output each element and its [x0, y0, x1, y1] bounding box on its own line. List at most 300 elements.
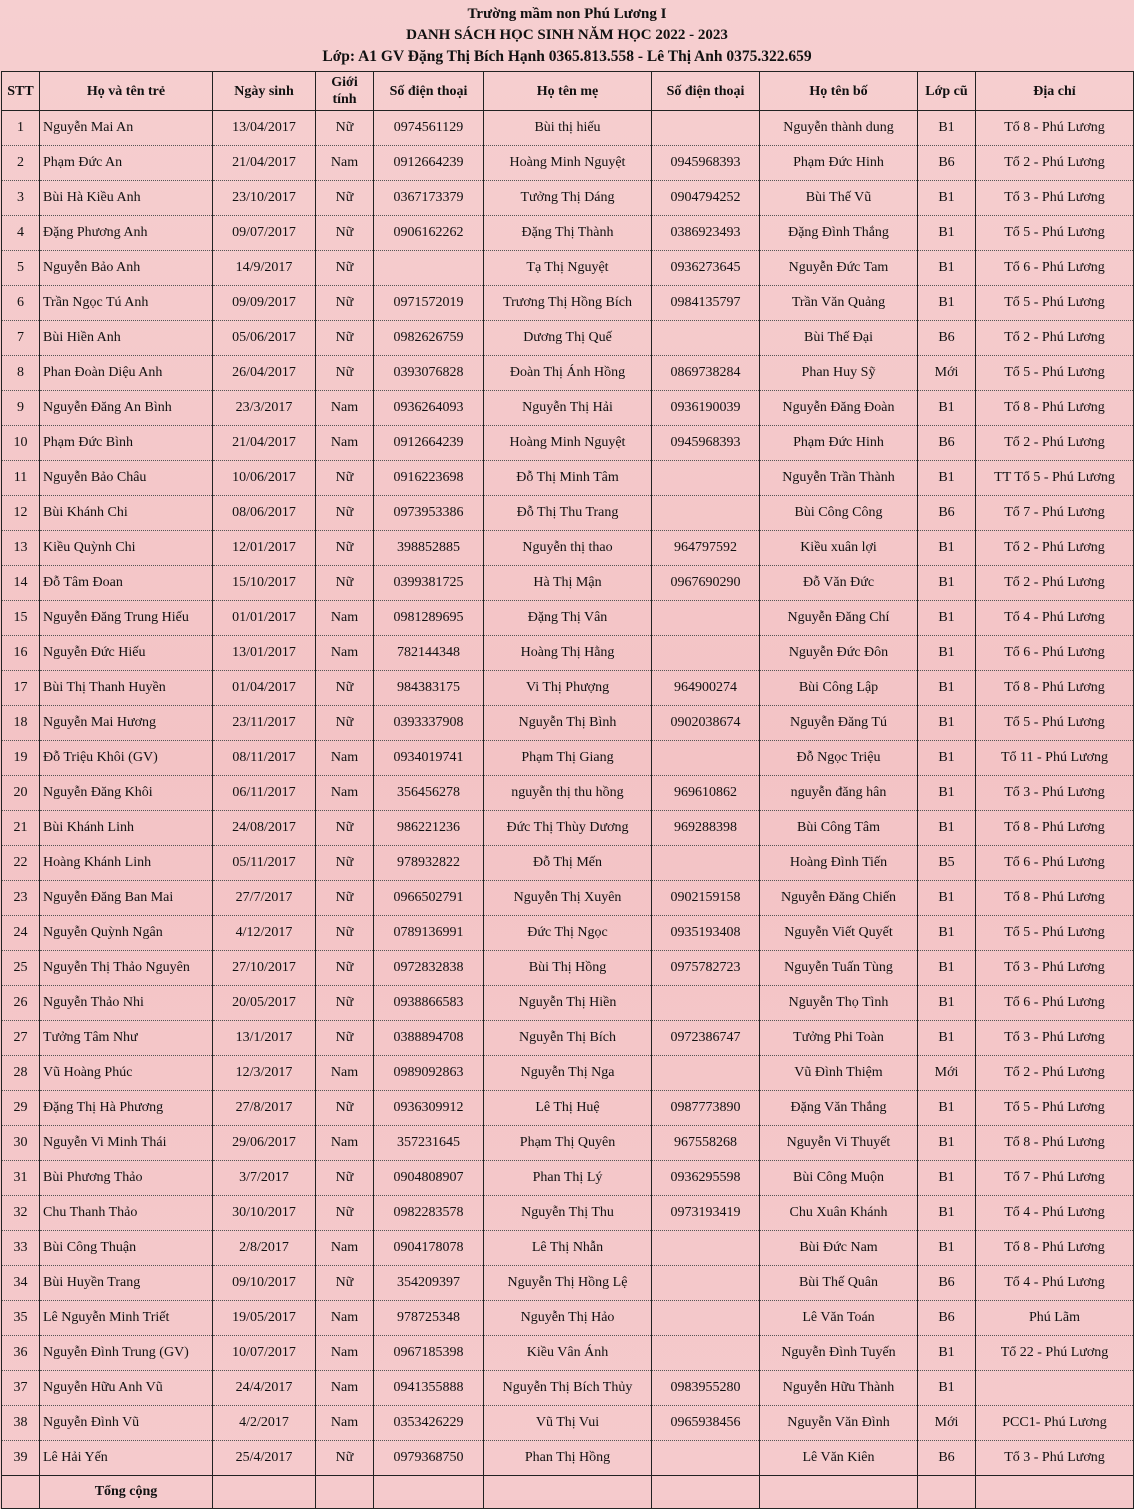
table-row: [2, 461, 1134, 496]
cell-gender: Nam: [316, 146, 374, 181]
cell-old-class: Mới: [918, 1406, 976, 1441]
cell-mother-name: Hà Thị Mận: [484, 566, 652, 601]
cell-child-name: Trần Ngọc Tú Anh: [40, 286, 213, 321]
cell-mother-phone: [652, 461, 760, 496]
cell-old-class: B1: [918, 461, 976, 496]
cell-address: Tổ 8 - Phú Lương: [976, 881, 1134, 916]
cell-stt: 5: [2, 251, 40, 286]
cell-old-class: B1: [918, 1336, 976, 1371]
cell-address: Tổ 8 - Phú Lương: [976, 1231, 1134, 1266]
cell-birthdate: 10/07/2017: [213, 1336, 316, 1371]
cell-mother-name: Lê Thị Nhẫn: [484, 1231, 652, 1266]
table-row: [2, 426, 1134, 461]
cell-address: Tổ 2 - Phú Lương: [976, 531, 1134, 566]
cell-gender: Nữ: [316, 671, 374, 706]
cell-address: Tổ 8 - Phú Lương: [976, 1126, 1134, 1161]
cell-stt: 38: [2, 1406, 40, 1441]
cell-mother-phone: [652, 741, 760, 776]
cell-gender: Nữ: [316, 706, 374, 741]
cell-father-name: nguyễn đăng hân: [760, 776, 918, 811]
cell-mother-name: Nguyễn Thị Nga: [484, 1056, 652, 1091]
cell-child-name: Nguyễn Đăng An Bình: [40, 391, 213, 426]
cell-mother-phone: 969610862: [652, 776, 760, 811]
cell-child-name: Nguyễn Vi Minh Thái: [40, 1126, 213, 1161]
cell-gender: Nữ: [316, 986, 374, 1021]
total-stt-cell: [2, 1476, 40, 1509]
cell-mother-name: Nguyễn Thị Bích Thủy: [484, 1371, 652, 1406]
cell-child-name: Nguyễn Hữu Anh Vũ: [40, 1371, 213, 1406]
cell-father-name: Trần Văn Quảng: [760, 286, 918, 321]
cell-phone: 0388894708: [374, 1021, 484, 1056]
table-row: [2, 1371, 1134, 1406]
cell-mother-name: Dương Thị Quế: [484, 321, 652, 356]
cell-father-name: Bùi Công Muộn: [760, 1161, 918, 1196]
table-row: [2, 881, 1134, 916]
cell-child-name: Nguyễn Đình Vũ: [40, 1406, 213, 1441]
table-row: [2, 601, 1134, 636]
cell-old-class: B6: [918, 146, 976, 181]
cell-phone: 0789136991: [374, 916, 484, 951]
cell-father-name: Nguyễn Đức Đôn: [760, 636, 918, 671]
table-row: [2, 986, 1134, 1021]
cell-stt: 28: [2, 1056, 40, 1091]
cell-birthdate: 10/06/2017: [213, 461, 316, 496]
cell-stt: 4: [2, 216, 40, 251]
table-row: [2, 1406, 1134, 1441]
cell-child-name: Phạm Đức An: [40, 146, 213, 181]
cell-child-name: Hoàng Khánh Linh: [40, 846, 213, 881]
table-row: [2, 216, 1134, 251]
cell-father-name: Nguyễn Đăng Đoàn: [760, 391, 918, 426]
cell-address: Tổ 2 - Phú Lương: [976, 321, 1134, 356]
cell-address: Tổ 5 - Phú Lương: [976, 356, 1134, 391]
cell-child-name: Nguyễn Mai Hương: [40, 706, 213, 741]
cell-old-class: B1: [918, 1091, 976, 1126]
cell-mother-name: Nguyễn Thị Hiền: [484, 986, 652, 1021]
cell-old-class: B1: [918, 916, 976, 951]
cell-mother-phone: [652, 1301, 760, 1336]
cell-mother-name: Nguyễn thị thao: [484, 531, 652, 566]
cell-mother-name: Kiều Vân Ánh: [484, 1336, 652, 1371]
cell-old-class: B6: [918, 496, 976, 531]
cell-father-name: Nguyễn Văn Đình: [760, 1406, 918, 1441]
cell-mother-name: Nguyễn Thị Thu: [484, 1196, 652, 1231]
cell-mother-name: Nguyễn Thị Hải: [484, 391, 652, 426]
cell-father-name: Bùi Thế Quân: [760, 1266, 918, 1301]
total-empty-cell: [316, 1476, 374, 1509]
cell-mother-phone: 0935193408: [652, 916, 760, 951]
cell-child-name: Nguyễn Đình Trung (GV): [40, 1336, 213, 1371]
cell-old-class: B1: [918, 566, 976, 601]
table-row: [2, 846, 1134, 881]
cell-birthdate: 21/04/2017: [213, 146, 316, 181]
cell-stt: 9: [2, 391, 40, 426]
cell-address: Tổ 3 - Phú Lương: [976, 181, 1134, 216]
table-row: [2, 1196, 1134, 1231]
cell-stt: 32: [2, 1196, 40, 1231]
cell-child-name: Nguyễn Thị Thảo Nguyên: [40, 951, 213, 986]
cell-mother-phone: [652, 601, 760, 636]
table-row: [2, 566, 1134, 601]
cell-mother-name: Đặng Thị Thành: [484, 216, 652, 251]
cell-birthdate: 27/10/2017: [213, 951, 316, 986]
cell-stt: 2: [2, 146, 40, 181]
total-row: [2, 1476, 1134, 1509]
cell-old-class: B5: [918, 846, 976, 881]
cell-phone: 0916223698: [374, 461, 484, 496]
cell-phone: 782144348: [374, 636, 484, 671]
cell-child-name: Lê Hải Yến: [40, 1441, 213, 1476]
cell-gender: Nam: [316, 776, 374, 811]
table-row: [2, 1231, 1134, 1266]
cell-old-class: B1: [918, 531, 976, 566]
cell-stt: 37: [2, 1371, 40, 1406]
cell-old-class: B1: [918, 741, 976, 776]
cell-address: Tổ 5 - Phú Lương: [976, 1091, 1134, 1126]
cell-stt: 31: [2, 1161, 40, 1196]
cell-birthdate: 01/01/2017: [213, 601, 316, 636]
cell-child-name: Bùi Công Thuận: [40, 1231, 213, 1266]
cell-phone: 0966502791: [374, 881, 484, 916]
cell-birthdate: 24/4/2017: [213, 1371, 316, 1406]
col-header-birthdate: Ngày sinh: [213, 72, 316, 111]
cell-gender: Nam: [316, 1406, 374, 1441]
col-header-address: Địa chỉ: [976, 72, 1134, 111]
cell-child-name: Bùi Hà Kiều Anh: [40, 181, 213, 216]
cell-old-class: B1: [918, 881, 976, 916]
cell-gender: Nữ: [316, 566, 374, 601]
cell-address: Tổ 6 - Phú Lương: [976, 986, 1134, 1021]
cell-address: Phú Lãm: [976, 1301, 1134, 1336]
cell-mother-name: Lê Thị Huệ: [484, 1091, 652, 1126]
cell-child-name: Phan Đoàn Diệu Anh: [40, 356, 213, 391]
cell-phone: 0981289695: [374, 601, 484, 636]
cell-child-name: Đỗ Triệu Khôi (GV): [40, 741, 213, 776]
cell-gender: Nữ: [316, 251, 374, 286]
cell-stt: 19: [2, 741, 40, 776]
cell-old-class: B1: [918, 601, 976, 636]
cell-gender: Nữ: [316, 356, 374, 391]
cell-gender: Nữ: [316, 916, 374, 951]
table-row: [2, 776, 1134, 811]
cell-stt: 33: [2, 1231, 40, 1266]
table-row: [2, 356, 1134, 391]
cell-mother-name: Đỗ Thị Minh Tâm: [484, 461, 652, 496]
cell-old-class: B1: [918, 776, 976, 811]
cell-phone: 984383175: [374, 671, 484, 706]
cell-birthdate: 09/09/2017: [213, 286, 316, 321]
total-empty-cell: [652, 1476, 760, 1509]
cell-father-name: Đặng Đình Thắng: [760, 216, 918, 251]
cell-gender: Nữ: [316, 461, 374, 496]
cell-father-name: Nguyễn thành dung: [760, 111, 918, 146]
cell-gender: Nam: [316, 1371, 374, 1406]
cell-mother-phone: [652, 496, 760, 531]
table-row: [2, 811, 1134, 846]
table-row: [2, 1091, 1134, 1126]
cell-father-name: Phan Huy Sỹ: [760, 356, 918, 391]
total-empty-cell: [374, 1476, 484, 1509]
cell-gender: Nữ: [316, 811, 374, 846]
cell-gender: Nam: [316, 391, 374, 426]
cell-stt: 26: [2, 986, 40, 1021]
cell-birthdate: 4/12/2017: [213, 916, 316, 951]
cell-phone: 0934019741: [374, 741, 484, 776]
total-empty-cell: [760, 1476, 918, 1509]
cell-gender: Nữ: [316, 111, 374, 146]
cell-stt: 8: [2, 356, 40, 391]
col-header-old-class: Lớp cũ: [918, 72, 976, 111]
cell-phone: 0936309912: [374, 1091, 484, 1126]
cell-stt: 34: [2, 1266, 40, 1301]
cell-mother-name: Đức Thị Ngọc: [484, 916, 652, 951]
cell-child-name: Bùi Khánh Chi: [40, 496, 213, 531]
cell-gender: Nam: [316, 636, 374, 671]
cell-old-class: B6: [918, 1441, 976, 1476]
cell-birthdate: 13/04/2017: [213, 111, 316, 146]
cell-address: Tổ 4 - Phú Lương: [976, 1196, 1134, 1231]
cell-mother-phone: [652, 111, 760, 146]
cell-birthdate: 29/06/2017: [213, 1126, 316, 1161]
total-empty-cell: [976, 1476, 1134, 1509]
cell-old-class: B1: [918, 951, 976, 986]
cell-mother-phone: [652, 1336, 760, 1371]
cell-gender: Nữ: [316, 951, 374, 986]
cell-mother-name: Nguyễn Thị Xuyên: [484, 881, 652, 916]
cell-gender: Nam: [316, 601, 374, 636]
table-row: [2, 111, 1134, 146]
cell-child-name: Bùi Thị Thanh Huyền: [40, 671, 213, 706]
cell-stt: 3: [2, 181, 40, 216]
cell-stt: 20: [2, 776, 40, 811]
table-row: [2, 916, 1134, 951]
header-row: [2, 72, 1134, 111]
cell-child-name: Nguyễn Đức Hiếu: [40, 636, 213, 671]
cell-address: Tổ 8 - Phú Lương: [976, 391, 1134, 426]
cell-gender: Nữ: [316, 286, 374, 321]
cell-old-class: B1: [918, 1231, 976, 1266]
cell-father-name: Bùi Thế Vũ: [760, 181, 918, 216]
cell-address: Tổ 5 - Phú Lương: [976, 916, 1134, 951]
cell-father-name: Hoàng Đình Tiến: [760, 846, 918, 881]
cell-mother-name: Bùi Thị Hồng: [484, 951, 652, 986]
cell-phone: 0936264093: [374, 391, 484, 426]
table-row: [2, 706, 1134, 741]
cell-stt: 23: [2, 881, 40, 916]
cell-phone: 0967185398: [374, 1336, 484, 1371]
cell-phone: 0393337908: [374, 706, 484, 741]
cell-father-name: Bùi Công Tâm: [760, 811, 918, 846]
cell-stt: 13: [2, 531, 40, 566]
cell-mother-phone: 0975782723: [652, 951, 760, 986]
cell-stt: 24: [2, 916, 40, 951]
cell-stt: 15: [2, 601, 40, 636]
cell-birthdate: 25/4/2017: [213, 1441, 316, 1476]
cell-father-name: Nguyễn Thọ Tình: [760, 986, 918, 1021]
cell-father-name: Nguyễn Đăng Chí: [760, 601, 918, 636]
cell-birthdate: 27/8/2017: [213, 1091, 316, 1126]
cell-birthdate: 15/10/2017: [213, 566, 316, 601]
cell-mother-phone: 967558268: [652, 1126, 760, 1161]
cell-phone: 0904178078: [374, 1231, 484, 1266]
cell-address: Tổ 2 - Phú Lương: [976, 426, 1134, 461]
table-row: [2, 1301, 1134, 1336]
cell-stt: 11: [2, 461, 40, 496]
student-table: [1, 71, 1134, 1509]
cell-old-class: B6: [918, 321, 976, 356]
cell-mother-phone: 0972386747: [652, 1021, 760, 1056]
cell-mother-name: Vi Thị Phượng: [484, 671, 652, 706]
cell-child-name: Nguyễn Đăng Ban Mai: [40, 881, 213, 916]
cell-mother-phone: 0386923493: [652, 216, 760, 251]
cell-father-name: Nguyễn Vi Thuyết: [760, 1126, 918, 1161]
cell-father-name: Vũ Đình Thiệm: [760, 1056, 918, 1091]
table-row: [2, 1056, 1134, 1091]
cell-gender: Nữ: [316, 216, 374, 251]
cell-mother-phone: [652, 1231, 760, 1266]
cell-mother-name: Đỗ Thị Thu Trang: [484, 496, 652, 531]
col-header-father-name: Họ tên bố: [760, 72, 918, 111]
cell-mother-phone: 0984135797: [652, 286, 760, 321]
table-row: [2, 1126, 1134, 1161]
cell-phone: 0973953386: [374, 496, 484, 531]
cell-address: Tổ 8 - Phú Lương: [976, 811, 1134, 846]
cell-birthdate: 09/10/2017: [213, 1266, 316, 1301]
cell-mother-phone: 0936295598: [652, 1161, 760, 1196]
cell-address: Tổ 5 - Phú Lương: [976, 706, 1134, 741]
cell-mother-name: Nguyễn Thị Hảo: [484, 1301, 652, 1336]
cell-gender: Nữ: [316, 321, 374, 356]
cell-mother-phone: 0965938456: [652, 1406, 760, 1441]
cell-old-class: B1: [918, 1161, 976, 1196]
cell-mother-name: Trương Thị Hồng Bích: [484, 286, 652, 321]
cell-gender: Nữ: [316, 846, 374, 881]
table-row: [2, 391, 1134, 426]
cell-birthdate: 3/7/2017: [213, 1161, 316, 1196]
cell-father-name: Lê Văn Kiên: [760, 1441, 918, 1476]
cell-mother-name: Vũ Thị Vui: [484, 1406, 652, 1441]
cell-stt: 12: [2, 496, 40, 531]
cell-child-name: Nguyễn Đăng Trung Hiếu: [40, 601, 213, 636]
cell-address: Tổ 3 - Phú Lương: [976, 951, 1134, 986]
col-header-child-name: Họ và tên trẻ: [40, 72, 213, 111]
cell-mother-name: Tạ Thị Nguyệt: [484, 251, 652, 286]
cell-mother-phone: 0973193419: [652, 1196, 760, 1231]
cell-father-name: Bùi Công Công: [760, 496, 918, 531]
cell-old-class: B6: [918, 1266, 976, 1301]
cell-old-class: B1: [918, 986, 976, 1021]
cell-father-name: Bùi Đức Nam: [760, 1231, 918, 1266]
cell-birthdate: 01/04/2017: [213, 671, 316, 706]
cell-phone: 354209397: [374, 1266, 484, 1301]
cell-mother-phone: 0902038674: [652, 706, 760, 741]
cell-stt: 17: [2, 671, 40, 706]
cell-phone: [374, 251, 484, 286]
col-header-gender: Giới tính: [316, 72, 374, 111]
cell-mother-name: Nguyễn Thị Bích: [484, 1021, 652, 1056]
cell-stt: 27: [2, 1021, 40, 1056]
cell-stt: 21: [2, 811, 40, 846]
cell-birthdate: 08/06/2017: [213, 496, 316, 531]
cell-father-name: Nguyễn Tuấn Tùng: [760, 951, 918, 986]
class-line: Lớp: A1 GV Đặng Thị Bích Hạnh 0365.813.558 - Lê Thị Anh 0375.322.659: [322, 48, 812, 65]
cell-old-class: B6: [918, 1301, 976, 1336]
cell-address: Tổ 8 - Phú Lương: [976, 671, 1134, 706]
cell-gender: Nữ: [316, 496, 374, 531]
cell-birthdate: 21/04/2017: [213, 426, 316, 461]
cell-child-name: Nguyễn Thảo Nhi: [40, 986, 213, 1021]
cell-father-name: Nguyễn Đức Tam: [760, 251, 918, 286]
cell-mother-phone: [652, 636, 760, 671]
cell-birthdate: 23/3/2017: [213, 391, 316, 426]
cell-father-name: Lê Văn Toán: [760, 1301, 918, 1336]
cell-child-name: Nguyễn Bảo Anh: [40, 251, 213, 286]
table-body: [2, 111, 1134, 1509]
cell-mother-phone: [652, 846, 760, 881]
cell-mother-name: Phan Thị Lý: [484, 1161, 652, 1196]
cell-gender: Nam: [316, 1336, 374, 1371]
school-name: Trường mầm non Phú Lương I: [467, 6, 667, 22]
cell-stt: 39: [2, 1441, 40, 1476]
cell-stt: 29: [2, 1091, 40, 1126]
cell-child-name: Tưởng Tâm Như: [40, 1021, 213, 1056]
cell-father-name: Kiều xuân lợi: [760, 531, 918, 566]
cell-stt: 30: [2, 1126, 40, 1161]
cell-old-class: B1: [918, 1371, 976, 1406]
cell-stt: 10: [2, 426, 40, 461]
table-row: [2, 951, 1134, 986]
cell-birthdate: 30/10/2017: [213, 1196, 316, 1231]
cell-address: Tổ 2 - Phú Lương: [976, 566, 1134, 601]
cell-stt: 6: [2, 286, 40, 321]
cell-birthdate: 12/01/2017: [213, 531, 316, 566]
cell-mother-phone: [652, 1441, 760, 1476]
cell-phone: 357231645: [374, 1126, 484, 1161]
cell-birthdate: 09/07/2017: [213, 216, 316, 251]
cell-father-name: Phạm Đức Hinh: [760, 146, 918, 181]
cell-old-class: B1: [918, 391, 976, 426]
cell-stt: 16: [2, 636, 40, 671]
cell-mother-phone: 0902159158: [652, 881, 760, 916]
cell-phone: 0912664239: [374, 146, 484, 181]
cell-child-name: Nguyễn Mai An: [40, 111, 213, 146]
cell-address: Tổ 4 - Phú Lương: [976, 1266, 1134, 1301]
table-row: [2, 146, 1134, 181]
cell-gender: Nữ: [316, 1266, 374, 1301]
cell-mother-phone: 0936190039: [652, 391, 760, 426]
table-row: [2, 671, 1134, 706]
cell-child-name: Nguyễn Quỳnh Ngân: [40, 916, 213, 951]
cell-birthdate: 27/7/2017: [213, 881, 316, 916]
cell-address: Tổ 22 - Phú Lương: [976, 1336, 1134, 1371]
cell-phone: 0938866583: [374, 986, 484, 1021]
table-row: [2, 286, 1134, 321]
cell-father-name: Nguyễn Đăng Chiến: [760, 881, 918, 916]
cell-phone: 978932822: [374, 846, 484, 881]
cell-address: Tổ 4 - Phú Lương: [976, 601, 1134, 636]
cell-father-name: Nguyễn Trần Thành: [760, 461, 918, 496]
cell-child-name: Nguyễn Bảo Châu: [40, 461, 213, 496]
cell-birthdate: 06/11/2017: [213, 776, 316, 811]
cell-gender: Nữ: [316, 1441, 374, 1476]
cell-mother-phone: [652, 1056, 760, 1091]
header: [0, 0, 1134, 67]
cell-mother-name: Hoàng Minh Nguyệt: [484, 146, 652, 181]
cell-mother-name: Hoàng Minh Nguyệt: [484, 426, 652, 461]
cell-gender: Nữ: [316, 881, 374, 916]
table-row: [2, 321, 1134, 356]
cell-child-name: Vũ Hoàng Phúc: [40, 1056, 213, 1091]
